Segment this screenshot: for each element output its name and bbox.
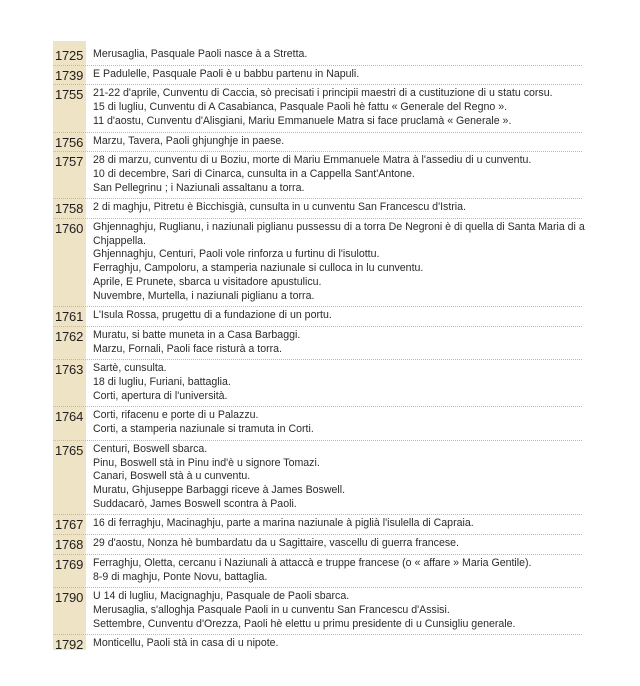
entry-line: Muratu, si batte muneta in a Casa Barbaggi. [93,328,301,341]
entry-divider [53,534,582,535]
entry-line: L'Isula Rossa, prugettu di a fundazione di un portu. [93,309,332,322]
entry-line: Nuvembre, Murtella, i naziunali piglianu a torra. [93,289,315,302]
timeline-entry [0,218,640,306]
entry-divider [53,132,582,133]
entry-divider [53,406,582,407]
entry-line: U 14 di lugliu, Macignaghju, Pasquale de Paoli sbarca. [93,590,350,603]
timeline-entry [0,514,640,534]
entry-divider [53,440,582,441]
entry-line: Canari, Boswell stà à u cunventu. [93,470,251,483]
entry-text [93,218,589,306]
entry-line: Ghjennaghju, Ruglianu, i naziunali piglianu pussessu di a torra De Negroni è di quella di Santa Maria di a Chjappella. [93,221,585,247]
entry-line: 18 di lugliu, Furiani, battaglia. [93,376,231,389]
timeline-entry [0,326,640,359]
entry-text [93,306,589,326]
entry-divider [53,218,582,219]
entry-year: 1739 [55,67,84,83]
timeline-entry [0,45,640,65]
entry-text [93,514,589,534]
entry-line: San Pellegrinu ; i Naziunali assaltanu a torra. [93,181,305,194]
entry-line: 28 di marzu, cunventu di u Boziu, morte di Mariu Emmanuele Matra à l'assediu di u cunventu. [93,154,532,167]
entry-line: Marzu, Fornali, Paoli face risturà a torra. [93,342,282,355]
entry-divider [53,306,582,307]
entry-line: Corti, rifacenu e porte di u Palazzu. [93,409,259,422]
entry-line: 21-22 d'aprile, Cunventu di Caccia, sò precisati i principii maestri di a custituzione di u statu corsu. [93,87,553,100]
entry-year: 1760 [55,221,84,237]
entry-year: 1763 [55,362,84,378]
timeline-entry [0,406,640,439]
entry-divider [53,554,582,555]
entry-line: 8-9 di maghju, Ponte Novu, battaglia. [93,570,268,583]
entry-text [93,198,589,218]
entry-divider [53,65,582,66]
entry-year: 1792 [55,637,84,653]
entry-text [93,84,589,131]
entry-year: 1769 [55,556,84,572]
timeline-entry [0,84,640,131]
entry-text [93,151,589,198]
entry-divider [53,84,582,85]
entry-text [93,534,589,554]
entry-year: 1767 [55,517,84,533]
entry-line: Monticellu, Paoli stà in casa di u nipote. [93,637,279,650]
timeline-entry [0,587,640,634]
entry-divider [53,151,582,152]
entry-divider [53,359,582,360]
entry-line: Aprile, E Prunete, sbarca u visitadore apustulicu. [93,275,322,288]
entry-text [93,440,589,515]
entry-line: Ferraghju, Oletta, cercanu i Naziunali à attaccà e truppe francese (o « affare » Maria Gentile). [93,556,532,569]
entry-year: 1757 [55,154,84,170]
timeline-entry [0,132,640,152]
entry-year: 1761 [55,309,84,325]
timeline-entry [0,554,640,587]
entry-line: Pinu, Boswell stà in Pinu ind'è u signore Tomazi. [93,456,320,469]
entry-line: Corti, apertura di l'università. [93,389,228,402]
timeline-entry [0,440,640,515]
entry-line: Centuri, Boswell sbarca. [93,442,208,455]
entry-text [93,587,589,634]
entry-line: E Padulelle, Pasquale Paoli è u babbu partenu in Napuli. [93,67,360,80]
entry-line: Muratu, Ghjuseppe Barbaggi riceve à James Boswell. [93,483,346,496]
entry-line: 2 di maghju, Pitretu è Bicchisgià, cunsulta in u cunventu San Francescu d'Istria. [93,201,467,214]
entry-year: 1755 [55,87,84,103]
timeline-entry [0,65,640,85]
entry-divider [53,198,582,199]
entry-year: 1756 [55,134,84,150]
entry-divider [53,514,582,515]
entry-year: 1758 [55,201,84,217]
entry-text [93,554,589,587]
entry-year: 1725 [55,48,84,63]
entry-year: 1790 [55,590,84,606]
entry-line: 15 di lugliu, Cunventu di A Casabianca, Pasquale Paoli hè fattu « Generale del Regno ». [93,101,508,114]
entry-text [93,634,589,654]
entry-year: 1764 [55,409,84,425]
entry-text [93,326,589,359]
entry-text [93,132,589,152]
entry-line: Merusaglia, s'alloghja Pasquale Paoli in u cunventu San Francescu d'Assisi. [93,603,450,616]
entry-line: Ferraghju, Campoloru, a stamperia naziunale si culloca in lu cunventu. [93,262,424,275]
entry-line: Ghjennaghju, Centuri, Paoli vole rinforza u furtinu di l'isulottu. [93,248,380,261]
entry-line: Sartè, cunsulta. [93,362,167,375]
entry-divider [53,326,582,327]
entry-year: 1768 [55,537,84,553]
timeline-entry [0,198,640,218]
timeline-entry [0,359,640,406]
entry-line: Marzu, Tavera, Paoli ghjunghje in paese. [93,134,285,147]
entry-line: Corti, a stamperia naziunale si tramuta in Corti. [93,423,314,436]
entry-line: Merusaglia, Pasquale Paoli nasce à a Stretta. [93,48,308,60]
entry-divider [53,634,582,635]
entry-year: 1765 [55,442,84,458]
timeline-entry [0,151,640,198]
entry-text [93,65,589,85]
entry-text [93,45,589,65]
entry-line: 29 d'aostu, Nonza hè bumbardatu da u Sagittaire, vascellu di guerra francese. [93,537,459,550]
entry-line: 16 di ferraghju, Macinaghju, parte a marina naziunale à piglià l'isulella di Capraia. [93,517,474,530]
entry-text [93,359,589,406]
entry-line: 11 d'aostu, Cunventu d'Alisgiani, Mariu Emmanuele Matra si face pruclamà « Generale ». [93,114,512,127]
timeline-entry [0,634,640,654]
timeline [0,45,640,654]
timeline-entry [0,306,640,326]
entry-text [93,406,589,439]
timeline-entry [0,534,640,554]
entry-line: 10 di decembre, Sari di Cinarca, cunsulta in a Cappella Sant'Antone. [93,167,415,180]
entry-year: 1762 [55,328,84,344]
entry-line: Settembre, Cunventu d'Orezza, Paoli hè elettu u primu presidente di u Cunsigliu generale. [93,617,516,630]
entry-divider [53,587,582,588]
entry-line: Suddacarò, James Boswell scontra à Paoli. [93,497,297,510]
